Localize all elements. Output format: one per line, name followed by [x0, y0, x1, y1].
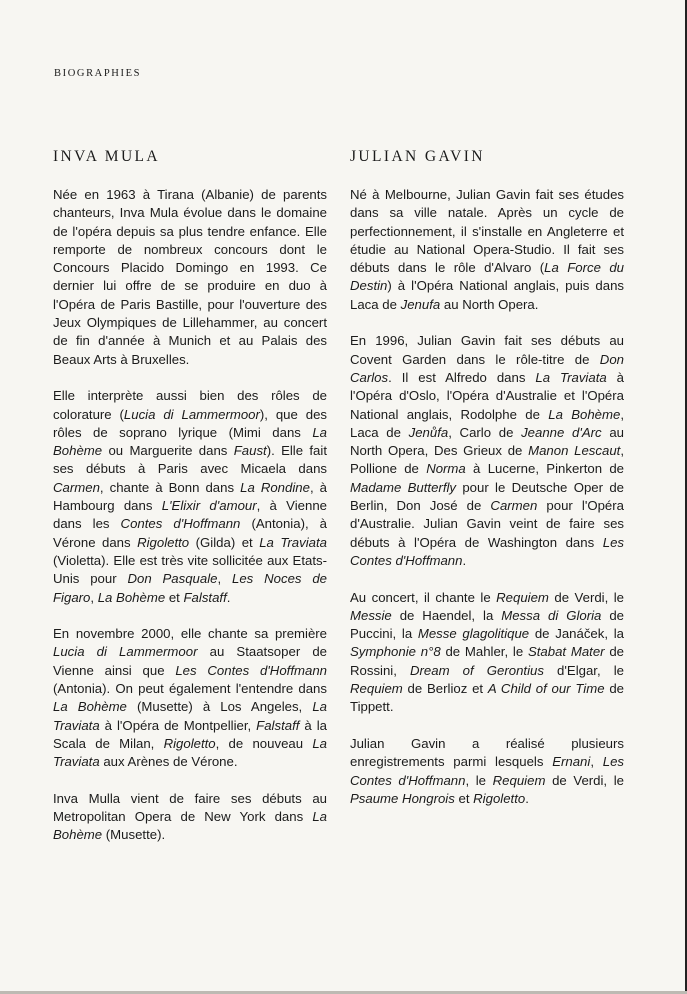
text-run: En 1996, Julian Gavin fait ses débuts au Covent Garden dans le rôle-titre de	[350, 333, 624, 367]
text-run: de Verdi, le	[545, 772, 624, 788]
text-run: (Violetta). Elle est très vite sollicitée aux Etats-Unis pour	[53, 552, 327, 587]
italic-title: Falstaff	[256, 717, 300, 733]
text-run: de Tippett.	[350, 681, 624, 715]
text-run: ). Elle fait ses débuts à Paris avec Micaela dans	[53, 443, 327, 477]
italic-title: Messa di Gloria	[501, 607, 602, 623]
bio-paragraph	[53, 625, 327, 771]
text-run: , Laca de	[350, 406, 625, 440]
text-run: de Rossini,	[350, 644, 624, 678]
italic-title: Les Contes d'Hoffmann	[350, 534, 624, 568]
text-run: Inva Mulla vient de faire ses débuts au Metropolitan Opera de New York dans	[53, 790, 327, 825]
italic-title: La Traviata	[259, 534, 327, 550]
text-run: En novembre 2000, elle chante sa première	[53, 626, 327, 642]
artist-name: INVA MULA	[53, 148, 161, 165]
italic-title: Dream of Gerontius	[410, 662, 544, 678]
italic-title: Psaume Hongrois	[350, 790, 455, 806]
italic-title: Carmen	[53, 479, 100, 495]
text-run: .	[525, 790, 529, 806]
italic-title: Rigoletto	[137, 534, 190, 550]
text-run: , de nouveau	[215, 735, 313, 751]
bio-paragraph	[53, 790, 327, 845]
text-run: à l'Opéra d'Oslo, l'Opéra d'Australie et l'Opéra National anglais, Rodolphe de	[350, 369, 624, 422]
bio-paragraph	[350, 332, 624, 570]
text-run: de Verdi, le	[548, 589, 624, 605]
italic-title: Messie	[350, 607, 392, 623]
italic-title: Requiem	[496, 589, 549, 605]
text-run: Au concert, il chante le	[350, 589, 497, 605]
italic-title: Symphonie n°8	[350, 644, 441, 660]
italic-title: Carmen	[490, 498, 538, 514]
text-run: Elle interprète aussi bien des rôles de colorature (	[53, 388, 327, 422]
italic-title: Messe glagolitique	[417, 626, 530, 642]
italic-title: Lucia di Lammermoor	[123, 406, 260, 422]
text-run: de Mahler, le	[440, 644, 528, 660]
text-run: de Janáček, la	[529, 626, 624, 642]
text-run: pour l'Opéra d'Australie. Julian Gavin veint de faire ses débuts à l'Opéra de Washington dans	[350, 498, 624, 550]
text-run: ) à l'Opéra National anglais, puis dans Laca de	[350, 278, 624, 312]
italic-title: Manon Lescaut	[528, 443, 621, 459]
italic-title: Requiem	[492, 772, 546, 788]
italic-title: Stabat Mater	[527, 644, 605, 660]
italic-title: Don Carlos	[350, 351, 624, 385]
text-run: de Haendel, la	[391, 607, 502, 623]
bio-paragraph	[53, 186, 327, 369]
artist-name: JULIAN GAVIN	[350, 148, 485, 165]
italic-title: La Bohème	[53, 699, 127, 715]
text-run: pour le Deutsche Oper de Berlin, Don José de	[350, 479, 624, 514]
italic-title: Jeanne d'Arc	[521, 424, 602, 440]
text-run: Né à Melbourne, Julian Gavin fait ses études dans sa ville natale. Après un cycle de perfectionnement, il s'installe en Angleterre et étudie au National Opera-Studio. Il fait ses débuts dans le rôle d'Alvaro (	[350, 187, 624, 276]
italic-title: La Bohème	[548, 406, 621, 422]
text-run: ,	[90, 589, 98, 605]
text-run: , à Vienne dans les	[53, 498, 327, 532]
italic-title: Don Pasquale	[127, 571, 218, 587]
italic-title: La Force du Destin	[350, 260, 625, 294]
italic-title: Jenufa	[400, 296, 441, 312]
italic-title: Contes d'Hoffmann	[120, 516, 241, 532]
italic-title: Jenůfa	[408, 424, 449, 440]
bio-paragraph	[350, 186, 624, 314]
italic-title: L'Elixir d'amour	[161, 498, 257, 514]
text-run: Julian Gavin a réalisé plusieurs enregistrements parmi lesquels	[350, 735, 624, 770]
italic-title: Faust	[233, 443, 267, 459]
text-run: et	[165, 589, 184, 605]
section-label: BIOGRAPHIES	[54, 68, 142, 79]
italic-title: La Bohème	[97, 589, 166, 605]
text-run: ou Marguerite dans	[102, 443, 234, 459]
text-run: (Gilda) et	[189, 534, 260, 550]
text-run: ,	[217, 571, 233, 587]
italic-title: Les Noces de Figaro	[53, 571, 328, 605]
text-run: (Antonia), à Vérone dans	[53, 516, 327, 550]
text-run: , chante à Bonn dans	[99, 479, 241, 495]
text-run: à Lucerne, Pinkerton de	[465, 461, 624, 477]
text-run: d'Elgar, le	[543, 662, 624, 678]
text-run: , le	[465, 772, 493, 788]
text-run: au North Opera.	[440, 296, 539, 312]
text-run: ,	[590, 754, 603, 770]
bio-paragraph	[350, 735, 624, 808]
text-run: Née en 1963 à Tirana (Albanie) de parents chanteurs, Inva Mula évolue dans le domaine de l'opéra depuis sa plus tendre enfance. Elle remporte de nombreux concours dont le Concours Placido Domingo en 1993. Ce dernier lui offre de se produire en duo à l'Opéra de Paris Bastille, pour l'ouverture des Jeux Olympiques de Lillehammer, au concert de fin d'année à Munich et au Palais des Beaux Arts à Bruxelles.	[53, 187, 327, 367]
italic-title: Falstaff	[183, 589, 227, 605]
text-run: de Berlioz et	[402, 681, 488, 697]
text-run: , Carlo de	[448, 424, 522, 440]
italic-title: La Traviata	[53, 735, 327, 770]
text-run: , à Hambourg dans	[53, 479, 327, 514]
text-run: (Musette).	[102, 827, 166, 843]
italic-title: Norma	[426, 461, 466, 477]
italic-title: La Bohème	[53, 424, 327, 459]
text-run: (Antonia). On peut également l'entendre dans	[53, 681, 327, 697]
italic-title: Les Contes d'Hoffmann	[350, 754, 624, 788]
text-run: et	[454, 790, 474, 806]
text-run: au Staatsoper de Vienne ainsi que	[53, 644, 328, 678]
text-run: à l'Opéra de Montpellier,	[99, 717, 257, 733]
italic-title: A Child of our Time	[487, 681, 605, 697]
italic-title: Ernani	[552, 754, 591, 770]
text-run: au North Opera, Des Grieux de	[350, 424, 624, 459]
text-run: à la Scala de Milan,	[53, 717, 327, 751]
text-run: ), que des rôles de soprano lyrique (Mimi dans	[53, 406, 327, 440]
italic-title: La Traviata	[535, 369, 607, 385]
italic-title: La Bohème	[53, 809, 327, 843]
text-run: aux Arènes de Vérone.	[99, 754, 238, 770]
text-run: , Pollione de	[350, 443, 624, 477]
italic-title: Les Contes d'Hoffmann	[175, 662, 327, 678]
text-run: (Musette) à Los Angeles,	[126, 699, 313, 715]
italic-title: Rigoletto	[163, 735, 216, 751]
text-run: .	[462, 552, 467, 568]
italic-title: La Traviata	[53, 699, 328, 733]
italic-title: Madame Butterfly	[350, 479, 457, 495]
biography-julian-gavin	[350, 147, 624, 826]
bio-paragraph	[350, 589, 624, 717]
italic-title: La Rondine	[240, 479, 310, 495]
italic-title: Requiem	[350, 681, 403, 697]
bio-paragraph	[53, 387, 327, 607]
italic-title: Lucia di Lammermoor	[53, 644, 198, 660]
italic-title: Rigoletto	[473, 790, 526, 806]
text-run: de Puccini, la	[350, 607, 624, 642]
biography-inva-mula	[53, 147, 327, 863]
text-run: .	[226, 589, 231, 605]
text-run: . Il est Alfredo dans	[388, 369, 536, 385]
